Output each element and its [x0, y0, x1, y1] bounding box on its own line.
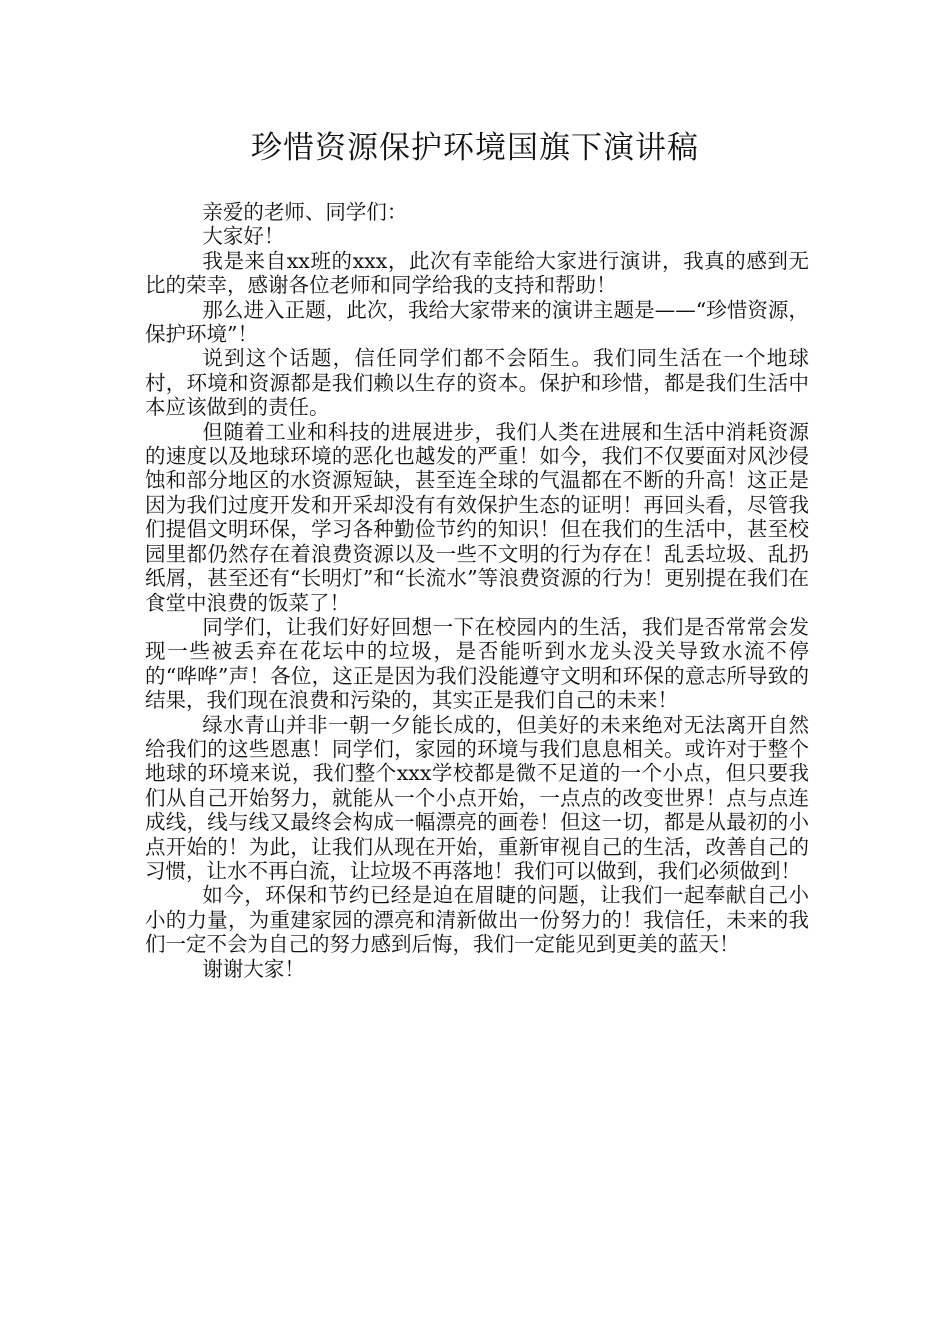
paragraph-campus: 同学们，让我们好好回想一下在校园内的生活，我们是否常常会发现一些被丢弃在花坛中的垃圾，是否能听到水龙头没关导致水流不停的“哗哗”声！各位，这正是因为我们没能遵守文明和环保的意志所导致的结果，我们现在浪费和污染的，其实正是我们自己的未来！	[145, 614, 809, 713]
paragraph-call: 如今，环保和节约已经是迫在眉睫的问题，让我们一起奉献自己小小的力量，为重建家园的漂亮和清新做出一份努力的！我信任，未来的我们一定不会为自己的努力感到后悔，我们一定能见到更美的蓝天！	[145, 883, 809, 957]
paragraph-greeting: 亲爱的老师、同学们：	[202, 200, 408, 224]
document-body	[145, 200, 809, 981]
paragraph-action: 绿水青山并非一朝一夕能长成的，但美好的未来绝对无法离开自然给我们的这些恩惠！同学们，家园的环境与我们息息相关。或许对于整个地球的环境来说，我们整个xxx学校都是微不足道的一个小点，但只要我们从自己开始努力，就能从一个小点开始，一点点的改变世界！点与点连成线，线与线又最终会构成一幅漂亮的画卷！但这一切，都是从最初的小点开始的！为此，让我们从现在开始，重新审视自己的生活，改善自己的习惯，让水不再白流，让垃圾不再落地！我们可以做到，我们必须做到！	[145, 712, 809, 883]
paragraph-intro: 我是来自xx班的xxx，此次有幸能给大家进行演讲，我真的感到无比的荣幸，感谢各位老师和同学给我的支持和帮助！	[145, 248, 809, 298]
paragraph-responsibility: 说到这个话题，信任同学们都不会陌生。我们同生活在一个地球村，环境和资源都是我们赖以生存的资本。保护和珍惜，都是我们生活中本应该做到的责任。	[145, 346, 809, 420]
paragraph-topic: 那么进入正题，此次，我给大家带来的演讲主题是——“珍惜资源，保护环境”！	[145, 297, 809, 347]
paragraph-hello: 大家好！	[202, 224, 285, 249]
paragraph-thanks: 谢谢大家！	[202, 956, 305, 981]
document-title: 珍惜资源保护环境国旗下演讲稿	[251, 130, 699, 166]
paragraph-problems: 但随着工业和科技的进展进步，我们人类在进展和生活中消耗资源的速度以及地球环境的恶化也越发的严重！如今，我们不仅要面对风沙侵蚀和部分地区的水资源短缺，甚至连全球的气温都在不断的升高！这正是因为我们过度开发和开采却没有有效保护生态的证明！再回头看，尽管我们提倡文明环保，学习各种勤俭节约的知识！但在我们的生活中，甚至校园里都仍然存在着浪费资源以及一些不文明的行为存在！乱丢垃圾、乱扔纸屑，甚至还有“长明灯”和“长流水”等浪费资源的行为！更别提在我们在食堂中浪费的饭菜了！	[145, 419, 809, 615]
